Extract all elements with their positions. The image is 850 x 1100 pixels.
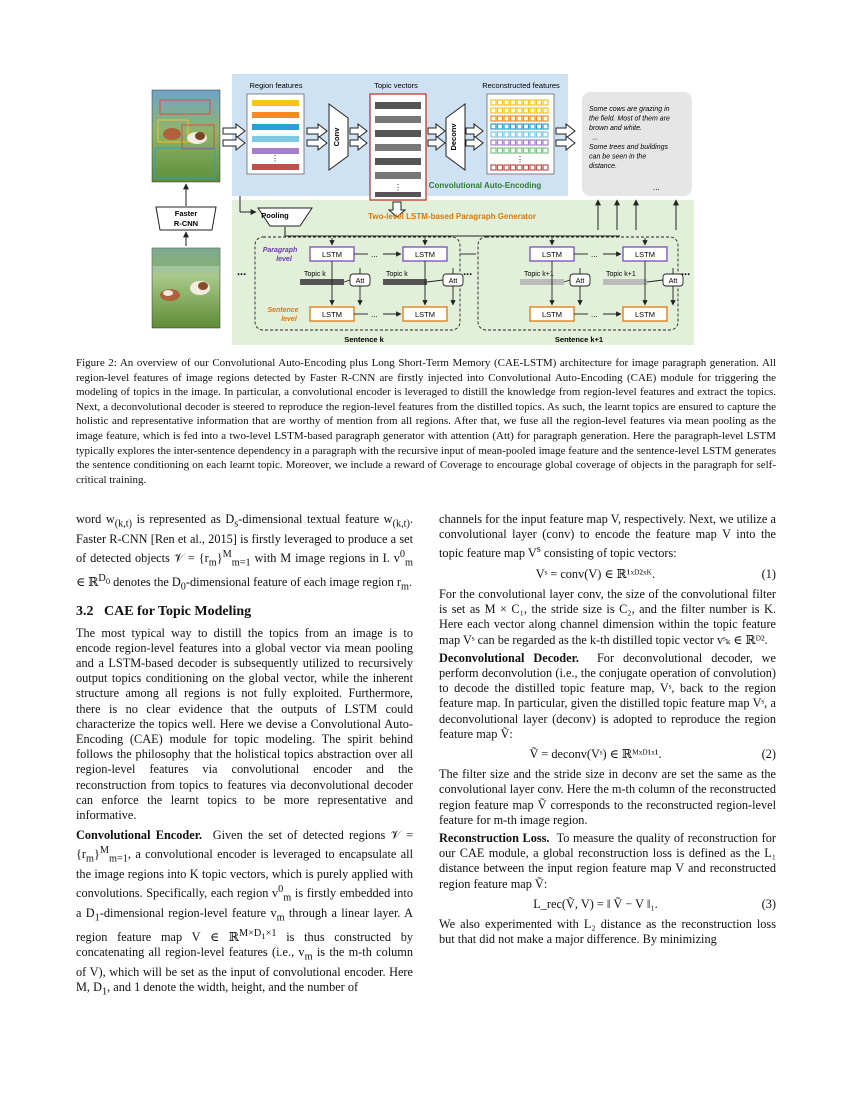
equation-2: Ṽ = deconv(Vˢ) ∈ ℝᴹˣᴰ¹ˣ¹. (2) bbox=[529, 746, 776, 761]
svg-text:Some trees and buildings: Some trees and buildings bbox=[589, 144, 668, 151]
topic-label: Topic k bbox=[304, 271, 326, 278]
topic-vector-bar bbox=[375, 102, 421, 109]
svg-text:Att: Att bbox=[668, 278, 678, 285]
cae-label: Convolutional Auto-Encoding bbox=[428, 181, 542, 190]
svg-text:...: ... bbox=[591, 310, 598, 319]
figure-caption: Figure 2: An overview of our Convolutional Auto-Encoding plus Long Short-Term Memory (CAE-LSTM) architecture for image paragraph generation. All region-level features of image regions detected by Faster R-CNN are firstly injected into Convolutional Auto-Encoding (CAE) module for triggering the modeling of topics in the image. In particular, a convolutional encoder is leveraged to distill the knowledge from region-level features and extract the topics. Next, a deconvolutional decoder is steered to reproduce the region-level features from the distilled topics. As such, the learnt topics are ensured to capture the holistic and representative information that are worthy of mention from all regions. After that, we fuse all the region-level features via mean pooling as the image feature, which is fed into a two-level LSTM-based paragraph generator with attention (Att) for paragraph generation. Here the paragraph-level LSTM typically explores the inter-sentence dependency in a paragraph with the recursive input of mean-pooled image feature and the sentence-level LSTM generates the sentence conditioning on each learnt topic. Moreover, we include a reward of Coverage to encourage global coverage of objects in the paragraph for self-critical training. bbox=[76, 357, 776, 486]
topic-bar bbox=[383, 279, 427, 285]
reconstructed-feature-dots: ⋮ bbox=[516, 155, 524, 164]
sentence-lstm bbox=[403, 307, 447, 321]
sentence-k-label: Sentence k bbox=[344, 335, 384, 344]
topic-bar bbox=[520, 279, 564, 285]
topic-modeling-paragraph: The most typical way to distill the topics from an image is to encode region-level features into a global vector via mean pooling and a LSTM-based decoder is subsequently utilized to recursively output topics conditioning on the global vector, while the inherent structure among all regions is not fully exploited. Furthermore, there is no clear evidence that the outputs of LSTM could characterize the topics well. Here we devise a Convolutional Auto-Encoding (CAE) module for topic modeling. The spirit behind follows the philosophy that the holistical topics abstraction over all region-level features via convolutional encoder and the reconstruction from topics to features via deconvolutional decoder can enforce the learnt topics to be more representative and informative. bbox=[76, 625, 413, 822]
channels-paragraph: channels for the input feature map V, respectively. Next, we utilize a convolutional layer (conv) to encode the feature map V into the topic feature map $V^s$ consisting of topic vectors: bbox=[439, 512, 776, 561]
paragraph-lstm bbox=[623, 247, 667, 261]
right-ellipsis: ... bbox=[681, 266, 691, 278]
topic-vector-bar bbox=[375, 130, 421, 137]
topic-label: Topic k+1 bbox=[524, 271, 554, 278]
attention-unit bbox=[570, 274, 590, 286]
svg-text:Att: Att bbox=[355, 278, 365, 285]
filter-size-paragraph: The filter size and the stride size in deconv are set the same as the convolutional layer conv. Here the m-th column of the reconstructed region feature map Ṽ corresponds to the reconstructed region-level feature for m-th image region. bbox=[439, 767, 776, 827]
equation-3: L_rec(Ṽ, V) = ‖ Ṽ − V ‖₁. (3) bbox=[533, 896, 776, 911]
region-feature-bar bbox=[252, 124, 299, 130]
middle-ellipsis: ... bbox=[463, 266, 473, 278]
svg-text:LSTM: LSTM bbox=[414, 250, 436, 259]
topic-vector-bar bbox=[375, 192, 421, 197]
region-feature-dots: ⋮ bbox=[271, 154, 279, 163]
lstm-generator-label: Two-level LSTM-based Paragraph Generator bbox=[368, 212, 536, 221]
topic-vector-bar bbox=[375, 158, 421, 165]
reconstructed-features-label: Reconstructed features bbox=[482, 81, 560, 90]
left-column bbox=[76, 512, 413, 1000]
topic-vectors-label: Topic vectors bbox=[374, 81, 418, 90]
svg-text:brown and white.: brown and white. bbox=[589, 125, 642, 132]
sentence-lstm bbox=[310, 307, 354, 321]
left-ellipsis: ... bbox=[237, 266, 247, 278]
deconv-label: Deconv bbox=[449, 123, 458, 151]
region-feature-bar bbox=[252, 164, 299, 170]
sentence-k1-label: Sentence k+1 bbox=[554, 335, 604, 344]
svg-text:LSTM: LSTM bbox=[321, 310, 343, 319]
svg-text:LSTM: LSTM bbox=[414, 310, 436, 319]
section-heading: 3.2 CAE for Topic Modeling bbox=[76, 604, 252, 620]
pooling-label: Pooling bbox=[261, 211, 289, 220]
svg-text:LSTM: LSTM bbox=[541, 250, 563, 259]
paragraph-lstm bbox=[310, 247, 354, 261]
sentence-lstm bbox=[530, 307, 574, 321]
deconv-decoder-paragraph: Deconvolutional Decoder. For deconvolutional decoder, we perform deconvolution (i.e., the conjugate operation of convolution) to decode the distilled topic feature map, Vˢ, back to the region feature map. In particular, given the distilled topic feature map Vˢ, a deconvolutional layer (deconv) is adopted to reproduce the region feature map Ṽ: bbox=[439, 650, 776, 741]
svg-text:Att: Att bbox=[575, 278, 585, 285]
region-features-label: Region features bbox=[249, 81, 303, 90]
topic-vector-bar bbox=[375, 116, 421, 123]
svg-text:Att: Att bbox=[448, 278, 458, 285]
svg-text:...: ... bbox=[592, 134, 598, 142]
output-arrows-ellipsis: ... bbox=[653, 183, 660, 192]
svg-text:...: ... bbox=[371, 310, 378, 319]
conv-layer-paragraph: For the convolutional layer conv, the size of the convolutional filter is set as M × C₁, the stride size is C₂, and the filter number is K. Here each vector along channel dimension within the topic feature map Vˢ can be regarded as the k-th distilled topic vector vˢₖ ∈ ℝᴰ². bbox=[439, 586, 776, 647]
svg-text:LSTM: LSTM bbox=[541, 310, 563, 319]
conv-label: Conv bbox=[332, 127, 341, 147]
svg-text:LSTM: LSTM bbox=[634, 310, 656, 319]
attention-unit bbox=[663, 274, 683, 286]
sentence-level-label: Sentence bbox=[267, 307, 299, 314]
paragraph-level-label-2: level bbox=[276, 256, 292, 263]
input-image bbox=[152, 248, 220, 328]
svg-text:LSTM: LSTM bbox=[321, 250, 343, 259]
attention-unit bbox=[350, 274, 370, 286]
faster-rcnn-label-2: R-CNN bbox=[173, 219, 199, 228]
paragraph-lstm bbox=[403, 247, 447, 261]
reconstruction-loss-paragraph: Reconstruction Loss. To measure the quality of reconstruction for our CAE module, a global reconstruction loss is defined as the L₁ distance between the input region feature map V and reconstructed region feature map Ṽ: bbox=[439, 830, 776, 891]
topic-vector-dots: ⋮ bbox=[394, 183, 402, 192]
paragraph-lstm bbox=[530, 247, 574, 261]
topic-label: Topic k+1 bbox=[606, 271, 636, 278]
topic-bar bbox=[603, 279, 647, 285]
region-feature-bar bbox=[252, 100, 299, 106]
topic-vector-bar bbox=[375, 172, 421, 179]
svg-text:distance.: distance. bbox=[589, 163, 618, 170]
svg-text:...: ... bbox=[591, 250, 598, 259]
svg-text:can be seen in the: can be seen in the bbox=[589, 153, 647, 161]
l2-paragraph: We also experimented with L₂ distance as the reconstruction loss but that did not make a major difference. By minimizing bbox=[439, 916, 776, 947]
sentence-lstm bbox=[623, 307, 667, 321]
equation-1: Vˢ = conv(V) ∈ ℝ¹ˣᴰ²ˣᴷ. (1) bbox=[535, 566, 776, 581]
svg-text:LSTM: LSTM bbox=[634, 250, 656, 259]
architecture-figure bbox=[0, 0, 850, 345]
topic-bar bbox=[300, 279, 344, 285]
region-feature-bar bbox=[252, 136, 299, 142]
paragraph-level-label: Paragraph bbox=[262, 247, 298, 254]
svg-text:...: ... bbox=[371, 250, 378, 259]
right-column bbox=[439, 512, 776, 947]
region-feature-bar bbox=[252, 112, 299, 118]
sentence-level-label-2: level bbox=[281, 316, 297, 323]
intro-paragraph: word $w_{(k,t)}$ is represented as $D_s$-dimensional textual feature $w_{(k,t)}$. Faster R-CNN [Ren et al., 2015] is firstly leveraged to produce a set of detected objects 𝒱 = $\{r_m\}^M_{m=1}$ with M image regions in I. $v^0_m$ ∈ ℝ$^{D_0}$ denotes the $D_0$-dimensional feature of each image region $r_m$. bbox=[76, 512, 414, 593]
topic-vector-bar bbox=[375, 144, 421, 151]
topic-label: Topic k bbox=[386, 271, 408, 278]
attention-unit bbox=[443, 274, 463, 286]
faster-rcnn-label: Faster bbox=[174, 209, 198, 218]
svg-text:the field. Most of them are: the field. Most of them are bbox=[589, 115, 670, 123]
input-image-detections bbox=[152, 90, 220, 182]
conv-encoder-paragraph: Convolutional Encoder. Given the set of detected regions 𝒱 = $\{r_m\}^M_{m=1}$, a convolutional encoder is leveraged to encapsulate all the image regions into K topic vectors, which is purely applied with convolutions. Specifically, each region $v^0_m$ is firstly embedded into a $D_1$-dimensional region-level feature $v_m$ through a linear layer. A region feature map V ∈ ℝ$^{M\times D_1\times 1}$ is thus constructed by concatenating all region-level features (i.e., $v_m$ is the m-th column of V), which will be set as the input of convolutional encoder. Here M, $D_1$, and 1 denote the width, height, and the number of bbox=[76, 828, 414, 998]
svg-text:Some cows are grazing in: Some cows are grazing in bbox=[589, 106, 670, 113]
